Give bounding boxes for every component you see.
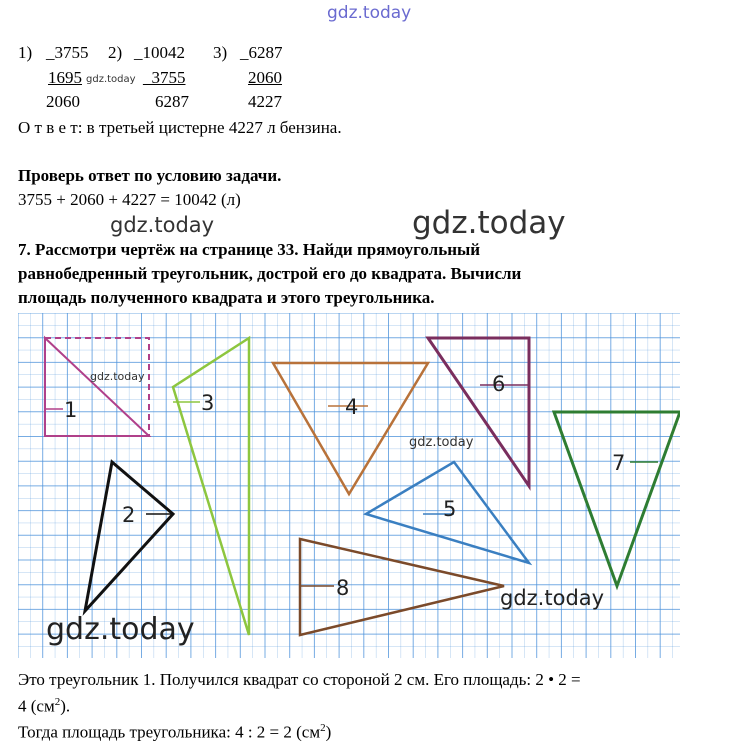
watermark-calc-inline: gdz.today <box>86 74 136 85</box>
check-equation: 3755 + 2060 + 4227 = 10042 (л) <box>18 190 241 209</box>
triangle-6-label: 6 <box>492 372 506 396</box>
solution-line2-post: ). <box>60 696 71 716</box>
watermark-bottom-right: gdz.today <box>500 586 605 610</box>
calc-1-subtrahend: 1695 <box>48 68 82 87</box>
calc-1-label: 1) <box>18 43 33 62</box>
watermark-mid-large: gdz.today <box>412 205 566 241</box>
triangle-5-label: 5 <box>443 497 457 521</box>
triangle-3-label: 3 <box>201 391 215 415</box>
triangle-7-label: 7 <box>612 451 626 475</box>
solution-line2 <box>18 692 70 717</box>
task7-line3: площадь полученного квадрата и этого треугольника. <box>18 288 435 307</box>
triangle-4-label: 4 <box>345 395 359 419</box>
triangle-4 <box>273 363 428 494</box>
solution-line1: Это треугольник 1. Получился квадрат со стороной 2 см. Его площадь: 2 • 2 = <box>18 670 581 689</box>
solution-line3-post: ) <box>325 722 332 742</box>
calc-1-minuend-value: 3755 <box>54 43 89 62</box>
answer-text: О т в е т: в третьей цистерне 4227 л бензина. <box>18 118 342 137</box>
solution-line2-pre: 4 (см <box>18 696 55 716</box>
watermark-mid-small: gdz.today <box>110 213 215 237</box>
watermark-top: gdz.today <box>327 3 412 23</box>
calc-3-subtrahend: 2060 <box>248 68 282 87</box>
calc-3-minuend: _6287 <box>240 43 283 62</box>
calc-3-result: 4227 <box>248 92 282 111</box>
calc-3-label: 3) <box>213 43 228 62</box>
calc-2-result: 6287 <box>155 92 189 111</box>
watermark-grid-1: gdz.today <box>90 370 145 383</box>
watermark-bottom-left: gdz.today <box>46 612 195 647</box>
solution-line3-sup: 2 <box>320 722 326 734</box>
solution-line3-pre: Тогда площадь треугольника: 4 : 2 = 2 (см <box>18 722 321 742</box>
calc-1-minuend: _3755 <box>46 43 89 62</box>
triangle-8 <box>300 539 504 635</box>
check-title: Проверь ответ по условию задачи. <box>18 166 282 185</box>
calc-3-minuend-value: 6287 <box>248 43 283 62</box>
triangle-8-label: 8 <box>336 576 350 600</box>
calc-2-subtrahend-value: 3755 <box>151 68 186 87</box>
calc-2-label: 2) <box>108 43 123 62</box>
task7-line1: 7. Рассмотри чертёж на странице 33. Найди прямоугольный <box>18 240 481 259</box>
triangle-1-label: 1 <box>64 398 78 422</box>
task7-line2: равнобедренный треугольник, дострой его до квадрата. Вычисли <box>18 264 522 283</box>
solution-line3 <box>18 718 331 743</box>
calc-2-subtrahend: _3755 <box>143 68 186 87</box>
triangle-2-label: 2 <box>122 503 136 527</box>
solution-line2-sup: 2 <box>54 696 61 708</box>
calc-1-result: 2060 <box>46 92 80 111</box>
calc-2-minuend-value: 10042 <box>142 43 185 62</box>
calc-2-minuend: _10042 <box>134 43 185 62</box>
watermark-grid-2: gdz.today <box>409 435 474 450</box>
triangle-3 <box>173 338 249 635</box>
